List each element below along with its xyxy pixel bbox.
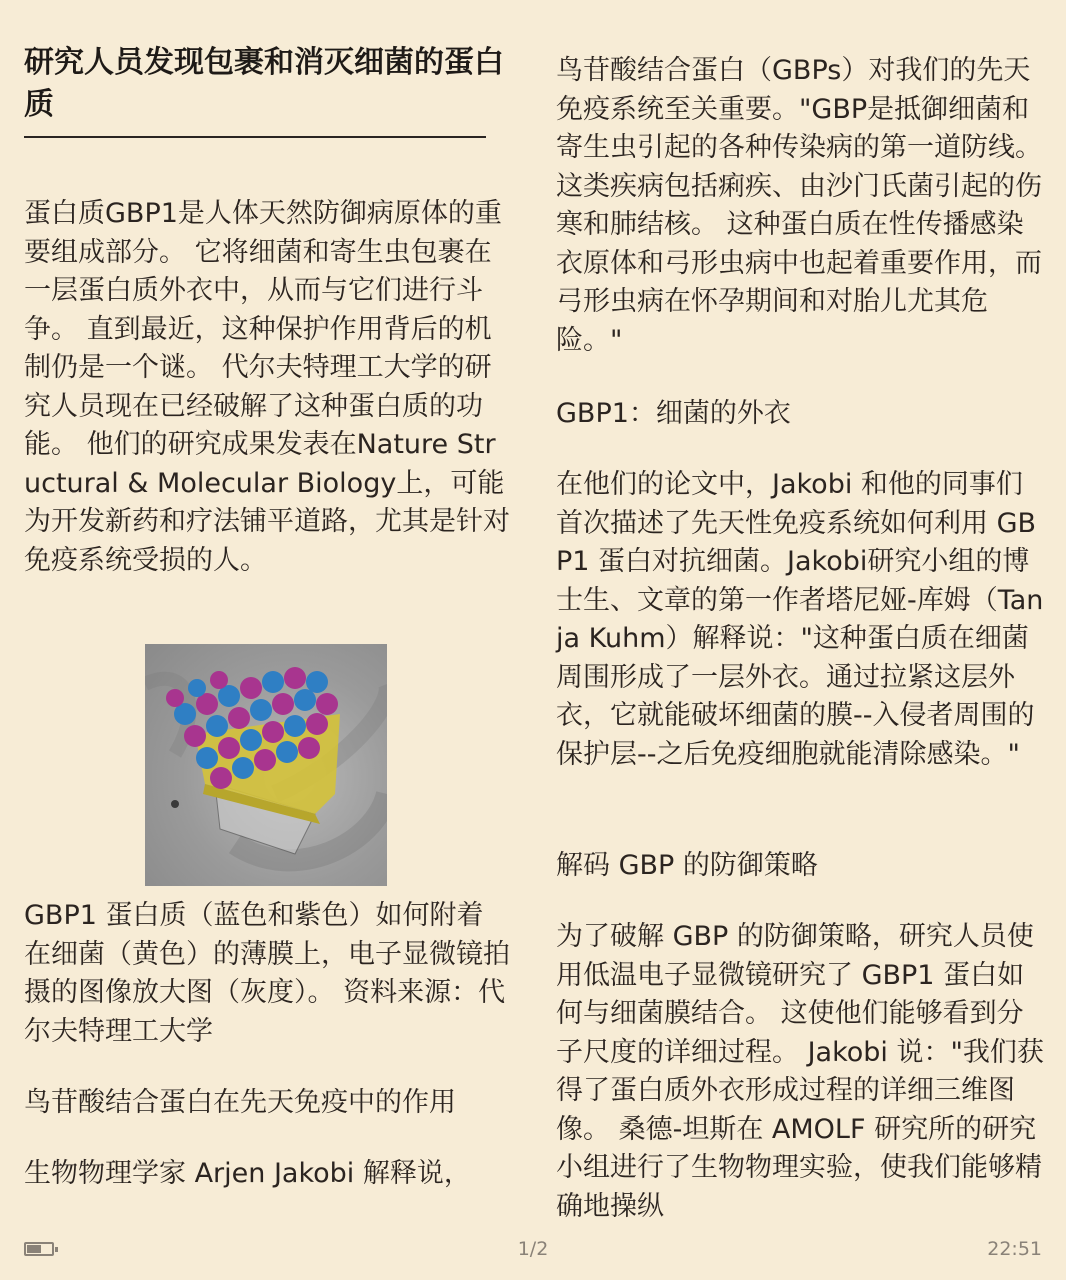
page-indicator: 1/2 xyxy=(517,1238,549,1260)
section-heading-gbp-strategy: 解码 GBP 的防御策略 xyxy=(556,850,818,881)
gbp1-paper-paragraph: 在他们的论文中，Jakobi 和他的同事们首次描述了先天性免疫系统如何利用 GBP1 蛋白对抗细菌。Jakobi研究小组的博士生、文章的第一作者塔尼娅-库姆（Tanja Kuhm）解释说："这种蛋白质在细菌周围形成了一层外衣。通过拉紧这层外衣，它就能破坏细菌的膜--入侵者周围的保护层--之后免疫细胞就能清除感染。" xyxy=(556,469,1044,770)
figure-caption: GBP1 蛋白质（蓝色和紫色）如何附着在细菌（黄色）的薄膜上，电子显微镜拍摄的图像放大图（灰度）。 资料来源：代尔夫特理工大学 xyxy=(24,900,510,1047)
jakobi-intro-paragraph: 生物物理学家 Arjen Jakobi 解释说， xyxy=(24,1158,471,1189)
article-title: 研究人员发现包裹和消灭细菌的蛋白质 xyxy=(24,45,504,122)
title-divider xyxy=(24,136,486,138)
cryo-em-paragraph: 为了破解 GBP 的防御策略，研究人员使用低温电子显微镜研究了 GBP1 蛋白如何与细菌膜结合。 这使他们能够看到分子尺度的详细过程。 Jakobi 说："我们获得了蛋白质外衣形成过程的详细三维图像。 桑德-坦斯在 AMOLF 研究所的研究小组进行了生物物理实验，使我们能够精确地操纵 xyxy=(556,921,1044,1222)
microscopy-illustration xyxy=(145,644,387,886)
protein-microscopy-image xyxy=(145,644,387,886)
section-heading-gbp1-coat: GBP1：细菌的外衣 xyxy=(556,398,791,429)
section-heading-gbp-role: 鸟苷酸结合蛋白在先天免疫中的作用 xyxy=(24,1087,456,1118)
gbp-importance-paragraph: 鸟苷酸结合蛋白（GBPs）对我们的先天免疫系统至关重要。"GBP是抵御细菌和寄生虫引起的各种传染病的第一道防线。 这类疾病包括痢疾、由沙门氏菌引起的伤寒和肺结核。 这种蛋白质在性传播感染衣原体和弓形虫病中也起着重要作用，而弓形虫病在怀孕期间和对胎儿尤其危险。" xyxy=(556,55,1042,356)
intro-paragraph: 蛋白质GBP1是人体天然防御病原体的重要组成部分。 它将细菌和寄生虫包裹在一层蛋白质外衣中，从而与它们进行斗争。 直到最近，这种保护作用背后的机制仍是一个谜。 代尔夫特理工大学的研究人员现在已经破解了这种蛋白质的功能。 他们的研究成果发表在Nature Structural & Molecular Biology上，可能为开发新药和疗法铺平道路，尤其是针对免疫系统受损的人。 xyxy=(24,198,510,576)
clock: 22:51 xyxy=(987,1238,1042,1260)
